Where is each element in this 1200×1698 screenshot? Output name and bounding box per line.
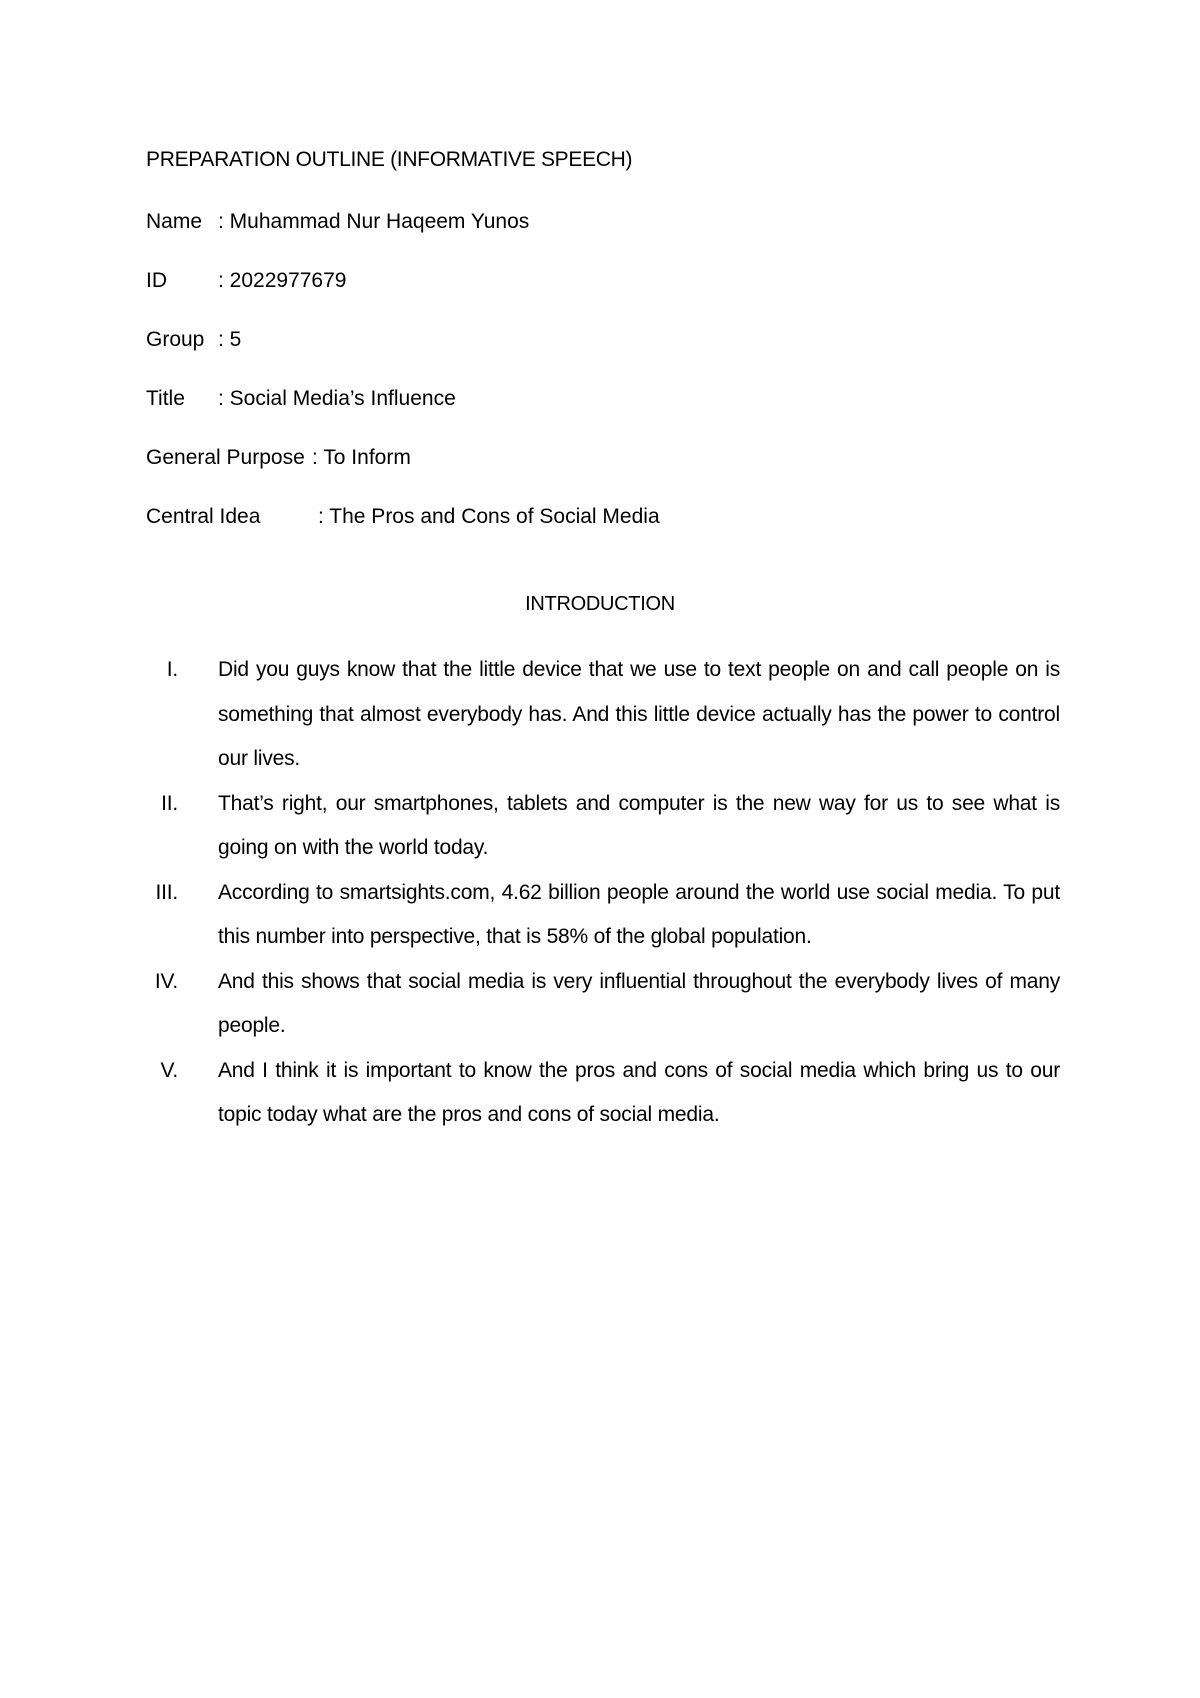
- field-name-value: : Muhammad Nur Haqeem Yunos: [218, 210, 530, 233]
- list-item-text: Did you guys know that the little device that we use to text people on and call people on is something that almost everybody has. And this little device actually has the power to control our lives.: [218, 658, 1060, 770]
- list-item: [146, 1049, 1060, 1138]
- list-item-numeral: II.: [161, 791, 178, 815]
- list-item-text: According to smartsights.com, 4.62 billion people around the world use social media. To put this number into perspective, that is 58% of the global population.: [218, 880, 1060, 948]
- field-central-idea-value: : The Pros and Cons of Social Media: [318, 505, 660, 528]
- field-general-purpose-label: General Purpose: [146, 446, 305, 469]
- document-title: PREPARATION OUTLINE (INFORMATIVE SPEECH): [146, 148, 633, 171]
- field-group: [146, 325, 242, 355]
- field-central-idea: [146, 502, 660, 532]
- field-title-label: Title: [146, 387, 185, 410]
- field-title: [146, 384, 456, 414]
- section-heading-introduction: INTRODUCTION: [525, 593, 675, 615]
- field-general-purpose-value: : To Inform: [312, 446, 411, 469]
- field-general-purpose: [146, 443, 411, 473]
- list-item: [146, 648, 1060, 782]
- introduction-list: [146, 648, 1060, 1138]
- list-item: [146, 871, 1060, 960]
- field-title-value: : Social Media’s Influence: [218, 387, 456, 410]
- list-item-numeral: IV.: [154, 969, 178, 993]
- field-id-label: ID: [146, 269, 167, 292]
- field-id-value: : 2022977679: [218, 269, 347, 292]
- field-group-value: : 5: [218, 328, 242, 351]
- list-item-text: And I think it is important to know the pros and cons of social media which bring us to our topic today what are the pros and cons of social media.: [218, 1058, 1060, 1126]
- list-item-text: And this shows that social media is very influential throughout the everybody lives of many people.: [218, 969, 1060, 1037]
- field-group-label: Group: [146, 328, 205, 351]
- list-item-numeral: I.: [166, 658, 178, 681]
- field-central-idea-label: Central Idea: [146, 505, 261, 528]
- list-item-text: That’s right, our smartphones, tablets and computer is the new way for us to see what is going on with the world today.: [218, 791, 1060, 859]
- field-id: [146, 266, 347, 296]
- list-item-numeral: III.: [155, 880, 178, 904]
- field-name-label: Name: [146, 210, 203, 233]
- list-item: [146, 960, 1060, 1049]
- field-name: [146, 207, 530, 237]
- list-item-numeral: V.: [160, 1058, 178, 1082]
- list-item: [146, 782, 1060, 871]
